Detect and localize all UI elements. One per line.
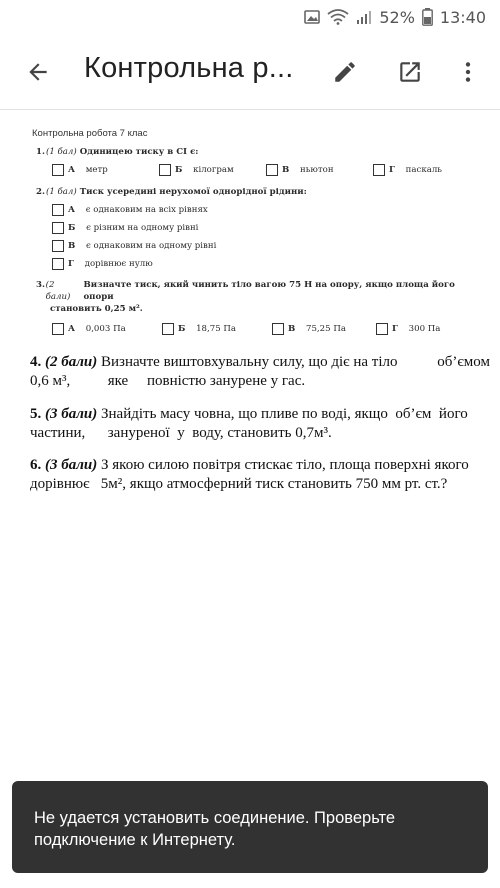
option-text: метр (85, 165, 108, 175)
checkbox (52, 240, 64, 252)
option-letter: А (68, 165, 75, 175)
option-text: кілограм (193, 165, 234, 175)
question-1 (32, 146, 472, 158)
status-bar (0, 0, 500, 34)
question-number: 3. (36, 280, 45, 290)
question-points: (3 бали) (45, 457, 98, 473)
page-title: Контрольна р... (84, 52, 294, 84)
clock-time: 13:40 (439, 7, 486, 27)
document-view[interactable] (0, 110, 500, 888)
checkbox (52, 258, 64, 270)
checkbox (376, 323, 388, 335)
more-vert-icon (455, 59, 481, 85)
more-options-button[interactable] (448, 52, 488, 92)
option-b (159, 164, 266, 176)
option-letter: Б (178, 324, 186, 334)
checkbox (52, 222, 64, 234)
question-text: Знайдіть масу човна, що пливе по воді, якщо об’єм його (101, 406, 468, 422)
option-c (272, 323, 376, 335)
option-letter: А (68, 324, 75, 334)
document-title: Контрольна робота 7 клас (32, 128, 148, 139)
arrow-back-icon (25, 59, 51, 85)
option-letter: В (68, 241, 76, 251)
wifi-icon (327, 9, 349, 25)
option-b (162, 323, 272, 335)
question-3-options (52, 323, 472, 335)
question-points: (3 бали) (45, 406, 98, 422)
question-6-line-2: дорівнює 5м², якщо атмосферний тиск становить 750 мм рт. ст.? (30, 476, 448, 492)
question-points: (1 бал) (46, 147, 77, 157)
battery-percent: 52% (379, 7, 415, 27)
question-5 (30, 405, 498, 443)
option-d (376, 323, 440, 335)
option-letter: Г (68, 259, 74, 269)
snackbar-message-line-1: Не удается установить соединение. Проверьте (34, 809, 396, 827)
checkbox (52, 164, 64, 176)
question-points: (1 бал) (46, 187, 77, 197)
question-4-line-2: 0,6 м³, яке повністю занурене у гас. (30, 373, 306, 389)
question-number: 4. (30, 354, 42, 370)
question-text: Тиск усередині нерухомої однорідної рідини: (79, 187, 307, 197)
question-4-line-1 (30, 353, 498, 372)
question-3 (32, 279, 472, 303)
option-text: є однаковим на одному рівні (86, 241, 217, 251)
question-6 (30, 456, 498, 494)
snackbar-message-line-2: подключение к Интернету. (34, 831, 236, 849)
option-letter: Б (175, 165, 183, 175)
question-text: Одиницею тиску в СІ є: (79, 147, 199, 157)
pencil-icon (332, 59, 358, 85)
question-4 (30, 353, 498, 391)
option-d (373, 164, 442, 176)
checkbox (272, 323, 284, 335)
option-a (52, 204, 472, 216)
question-text-end: об’ємом (437, 354, 490, 370)
question-number: 1. (36, 147, 45, 157)
edit-button[interactable] (325, 52, 365, 92)
option-text: 75,25 Па (306, 324, 346, 334)
question-number: 2. (36, 187, 45, 197)
option-text: 18,75 Па (196, 324, 237, 334)
option-text: ньютон (300, 165, 334, 175)
back-button[interactable] (18, 52, 58, 92)
question-5-line-1 (30, 405, 498, 424)
open-in-button[interactable] (390, 52, 430, 92)
option-text: дорівнює нулю (84, 259, 153, 269)
option-letter: А (68, 205, 75, 215)
question-number: 6. (30, 457, 42, 473)
question-6-line-1 (30, 456, 498, 475)
question-points: (2 бали) (45, 280, 71, 302)
app-bar (0, 34, 500, 110)
option-text: 300 Па (408, 324, 441, 334)
option-c (52, 240, 472, 252)
option-d (52, 258, 472, 270)
question-text: З якою силою повітря стискає тіло, площа поверхні якого (101, 457, 469, 473)
question-1-options (52, 164, 472, 176)
question-3-line-2 (32, 303, 472, 315)
question-points: (2 бали) (45, 354, 98, 370)
checkbox (159, 164, 171, 176)
option-letter: В (282, 165, 290, 175)
option-letter: Г (389, 165, 395, 175)
open-in-new-icon (397, 59, 423, 85)
option-letter: В (288, 324, 296, 334)
question-2 (32, 186, 472, 198)
document-top-section (32, 128, 472, 345)
connection-error-snackbar[interactable] (12, 781, 488, 873)
option-b (52, 222, 472, 234)
question-text: Визначте виштовхувальну силу, що діє на тіло (101, 354, 398, 370)
signal-icon (356, 9, 372, 25)
option-a (52, 164, 159, 176)
checkbox (52, 204, 64, 216)
option-letter: Г (392, 324, 398, 334)
option-text: є однаковим на всіх рівнях (85, 205, 208, 215)
battery-icon (422, 8, 433, 26)
gallery-icon (304, 9, 320, 25)
question-text: становить 0,25 м². (50, 304, 143, 314)
option-c (266, 164, 373, 176)
option-text: 0,003 Па (85, 324, 126, 334)
checkbox (52, 323, 64, 335)
option-a (52, 323, 162, 335)
option-letter: Б (68, 223, 76, 233)
checkbox (266, 164, 278, 176)
checkbox (162, 323, 174, 335)
checkbox (373, 164, 385, 176)
question-5-line-2: частини, зануреної у воду, становить 0,7м³. (30, 425, 332, 441)
question-number: 5. (30, 406, 42, 422)
option-text: є різним на одному рівні (86, 223, 199, 233)
option-text: паскаль (405, 165, 442, 175)
question-2-options (32, 204, 472, 270)
question-text: Визначте тиск, який чинить тіло вагою 75 Н на опору, якщо площа його опори (83, 280, 455, 302)
